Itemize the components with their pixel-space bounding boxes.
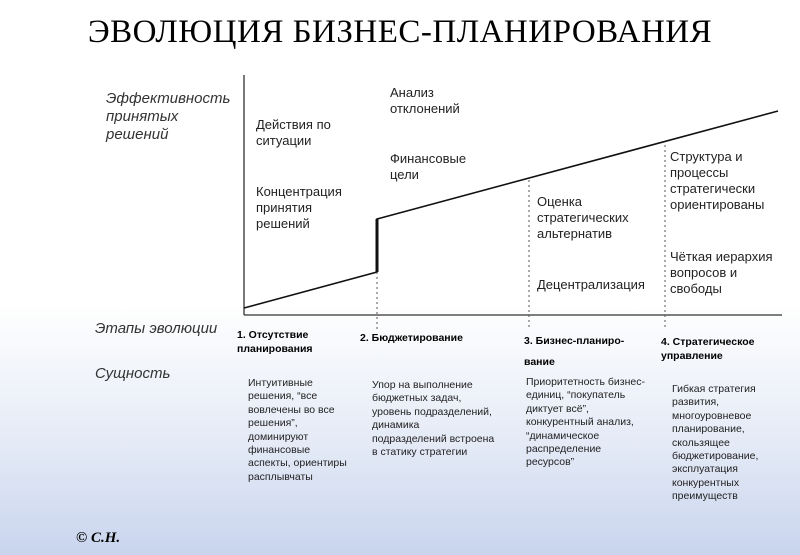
annotation-concentration: Концентрация принятия решений <box>256 184 342 231</box>
annotation-structure: Структура и процессы стратегически ориентированы <box>670 149 765 212</box>
stage-1-essence: Интуитивные решения, “все вовлечены во все решения”, доминируют финансовые аспекты, ориентиры расплывчаты <box>248 377 347 483</box>
stage-2-essence: Упор на выполнение бюджетных задач, уровень подразделений, динамика подразделений встроена в статику стратегии <box>372 379 495 459</box>
footer-copyright: © С.Н. <box>76 530 121 546</box>
stage-1-label: 1. Отсутствие планирования <box>237 329 313 355</box>
annotation-financial: Финансовые цели <box>390 151 467 182</box>
annotation-analysis: Анализ отклонений <box>390 85 460 116</box>
row-label-essence: Сущность <box>95 365 171 382</box>
row-label-stages: Этапы эволюции <box>95 320 218 337</box>
annotation-hierarchy: Чёткая иерархия вопросов и свободы <box>670 249 773 296</box>
stage-4-essence: Гибкая стратегия развития, многоуровневое планирование, скользящее бюджетирование, эксплуатация конкурентных преимуществ <box>672 383 759 503</box>
stage-2-label: 2. Бюджетирование <box>360 332 463 344</box>
annotation-assessment: Оценка стратегических альтернатив <box>537 194 629 241</box>
annotation-decentralization: Децентрализация <box>537 277 645 292</box>
annotation-actions: Действия по ситуации <box>256 117 331 148</box>
stage-3-essence: Приоритетность бизнес- единиц, “покупатель диктует всё”, конкурентный анализ, “динамическое распределение ресурсов” <box>526 376 645 469</box>
stage-3-label: 3. Бизнес-планиро- вание <box>524 335 625 368</box>
y-axis-label: Эффективность принятых решений <box>106 90 231 143</box>
stage-4-label: 4. Стратегическое управление <box>661 336 755 362</box>
page-title: ЭВОЛЮЦИЯ БИЗНЕС-ПЛАНИРОВАНИЯ <box>87 14 713 50</box>
